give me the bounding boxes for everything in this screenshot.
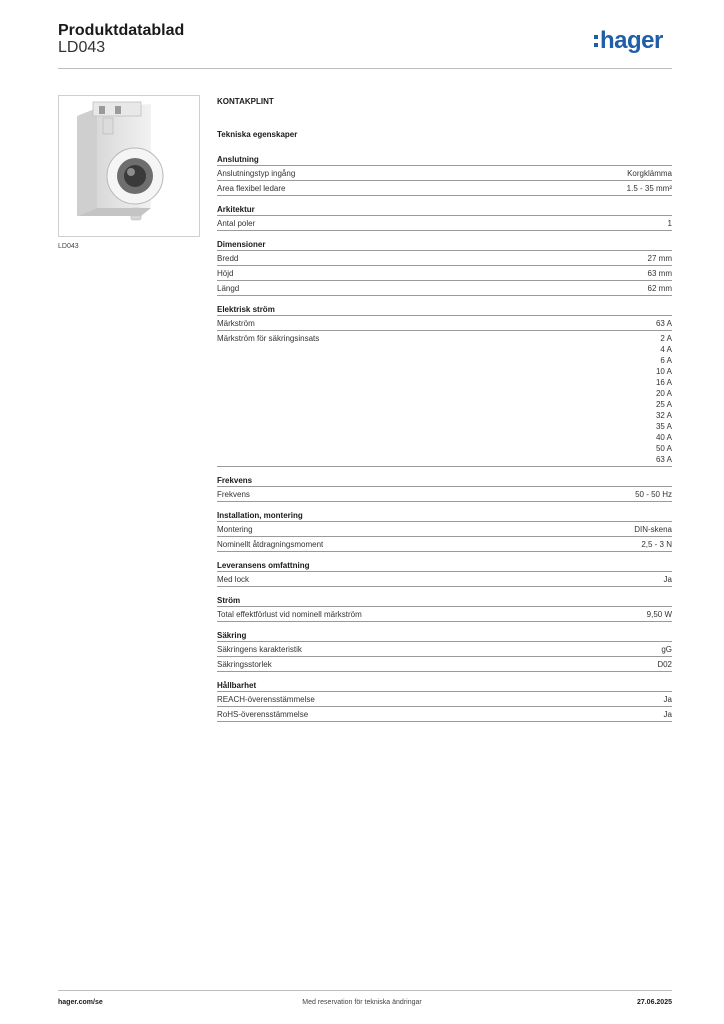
- spec-value: 9,50 W: [646, 610, 672, 619]
- spec-label: REACH-överensstämmelse: [217, 695, 315, 704]
- spec-value: Ja: [663, 575, 672, 584]
- spec-value-item: 35 A: [655, 422, 672, 431]
- logo-dots-icon: [594, 35, 598, 51]
- spec-sections: [217, 154, 672, 722]
- spec-value-item: 16 A: [655, 378, 672, 387]
- spec-value-item: 4 A: [660, 345, 672, 354]
- spec-section: [217, 154, 672, 196]
- spec-value: 62 mm: [647, 284, 672, 293]
- spec-value-item: 32 A: [655, 411, 672, 420]
- spec-section: [217, 239, 672, 296]
- spec-label: Märkström: [217, 319, 255, 328]
- footer-divider: [58, 990, 672, 991]
- spec-value-item: 40 A: [655, 433, 672, 442]
- spec-row: [217, 166, 672, 181]
- spec-row: [217, 522, 672, 537]
- spec-value-item: 6 A: [660, 356, 672, 365]
- spec-row: [217, 266, 672, 281]
- spec-row: [217, 657, 672, 672]
- spec-value: 63 A: [655, 319, 672, 328]
- spec-label: Anslutningstyp ingång: [217, 169, 296, 178]
- spec-row: [217, 692, 672, 707]
- section-title: Installation, montering: [217, 510, 672, 522]
- footer-note: Med reservation för tekniska ändringar: [302, 999, 422, 1006]
- spec-value-item: 10 A: [655, 367, 672, 376]
- spec-section: [217, 680, 672, 722]
- spec-row: [217, 537, 672, 552]
- spec-value: 1.5 - 35 mm²: [626, 184, 672, 193]
- spec-row: [217, 487, 672, 502]
- spec-label: Frekvens: [217, 490, 250, 499]
- header-divider: [58, 68, 672, 69]
- spec-row: [217, 707, 672, 722]
- spec-label: Bredd: [217, 254, 239, 263]
- spec-section: [217, 475, 672, 502]
- product-code: LD043: [58, 39, 106, 56]
- spec-value: gG: [661, 645, 672, 654]
- spec-label: Säkringens karakteristik: [217, 645, 302, 654]
- spec-heading: Tekniska egenskaper: [217, 130, 298, 139]
- section-title: Elektrisk ström: [217, 304, 672, 316]
- spec-label: Höjd: [217, 269, 234, 278]
- section-title: Leveransens omfattning: [217, 560, 672, 572]
- spec-value: Ja: [663, 695, 672, 704]
- spec-label: Med lock: [217, 575, 250, 584]
- footer-website: hager.com/se: [58, 999, 103, 1006]
- product-image: [58, 95, 200, 237]
- section-title: Arkitektur: [217, 204, 672, 216]
- spec-label: Area flexibel ledare: [217, 184, 286, 193]
- footer-date: 27.06.2025: [636, 999, 672, 1006]
- spec-value-item: 20 A: [655, 389, 672, 398]
- spec-value: 50 - 50 Hz: [635, 490, 672, 499]
- spec-label: Märkström för säkringsinsats: [217, 334, 320, 343]
- spec-label: Montering: [217, 525, 253, 534]
- spec-section: [217, 595, 672, 622]
- spec-value-item: 25 A: [655, 400, 672, 409]
- spec-label: Längd: [217, 284, 240, 293]
- product-type: KONTAKPLINT: [217, 97, 274, 106]
- page-title: Produktdatablad: [58, 22, 185, 39]
- section-title: Anslutning: [217, 154, 672, 166]
- spec-label: Antal poler: [217, 219, 256, 228]
- spec-section: [217, 304, 672, 467]
- spec-row: [217, 607, 672, 622]
- spec-row: [217, 281, 672, 296]
- spec-content: [217, 96, 672, 730]
- spec-label: Nominellt åtdragningsmoment: [217, 540, 324, 549]
- spec-label: Total effektförlust vid nominell märkström: [217, 610, 362, 619]
- spec-row: [217, 216, 672, 231]
- section-title: Ström: [217, 595, 672, 607]
- logo-wordmark: hager: [600, 27, 663, 54]
- spec-value: 27 mm: [647, 254, 672, 263]
- spec-section: [217, 510, 672, 552]
- section-title: Dimensioner: [217, 239, 672, 251]
- spec-row: [217, 316, 672, 331]
- fuse-base-illustration-icon: [59, 96, 199, 236]
- spec-value-item: 50 A: [655, 444, 672, 453]
- spec-label: Säkringsstorlek: [217, 660, 272, 669]
- spec-value: D02: [657, 660, 672, 669]
- spec-value: DIN-skena: [634, 525, 672, 534]
- spec-section: [217, 630, 672, 672]
- section-title: Säkring: [217, 630, 672, 642]
- spec-value: Korgklämma: [627, 169, 672, 178]
- spec-value: 2,5 - 3 N: [641, 540, 672, 549]
- hager-logo: [594, 29, 663, 53]
- spec-section: [217, 204, 672, 231]
- section-title: Frekvens: [217, 475, 672, 487]
- spec-label: RoHS-överensstämmelse: [217, 710, 309, 719]
- spec-row: [217, 181, 672, 196]
- image-caption: LD043: [58, 243, 79, 250]
- spec-value: Ja: [663, 710, 672, 719]
- spec-section: [217, 560, 672, 587]
- spec-value: [656, 333, 672, 465]
- spec-value-item: 63 A: [655, 455, 672, 464]
- spec-value: 63 mm: [647, 269, 672, 278]
- spec-row: [217, 572, 672, 587]
- spec-value: 1: [667, 219, 672, 228]
- spec-value-item: 2 A: [660, 334, 672, 343]
- spec-row: [217, 251, 672, 266]
- spec-row: [217, 642, 672, 657]
- spec-row: [217, 331, 672, 467]
- section-title: Hållbarhet: [217, 680, 672, 692]
